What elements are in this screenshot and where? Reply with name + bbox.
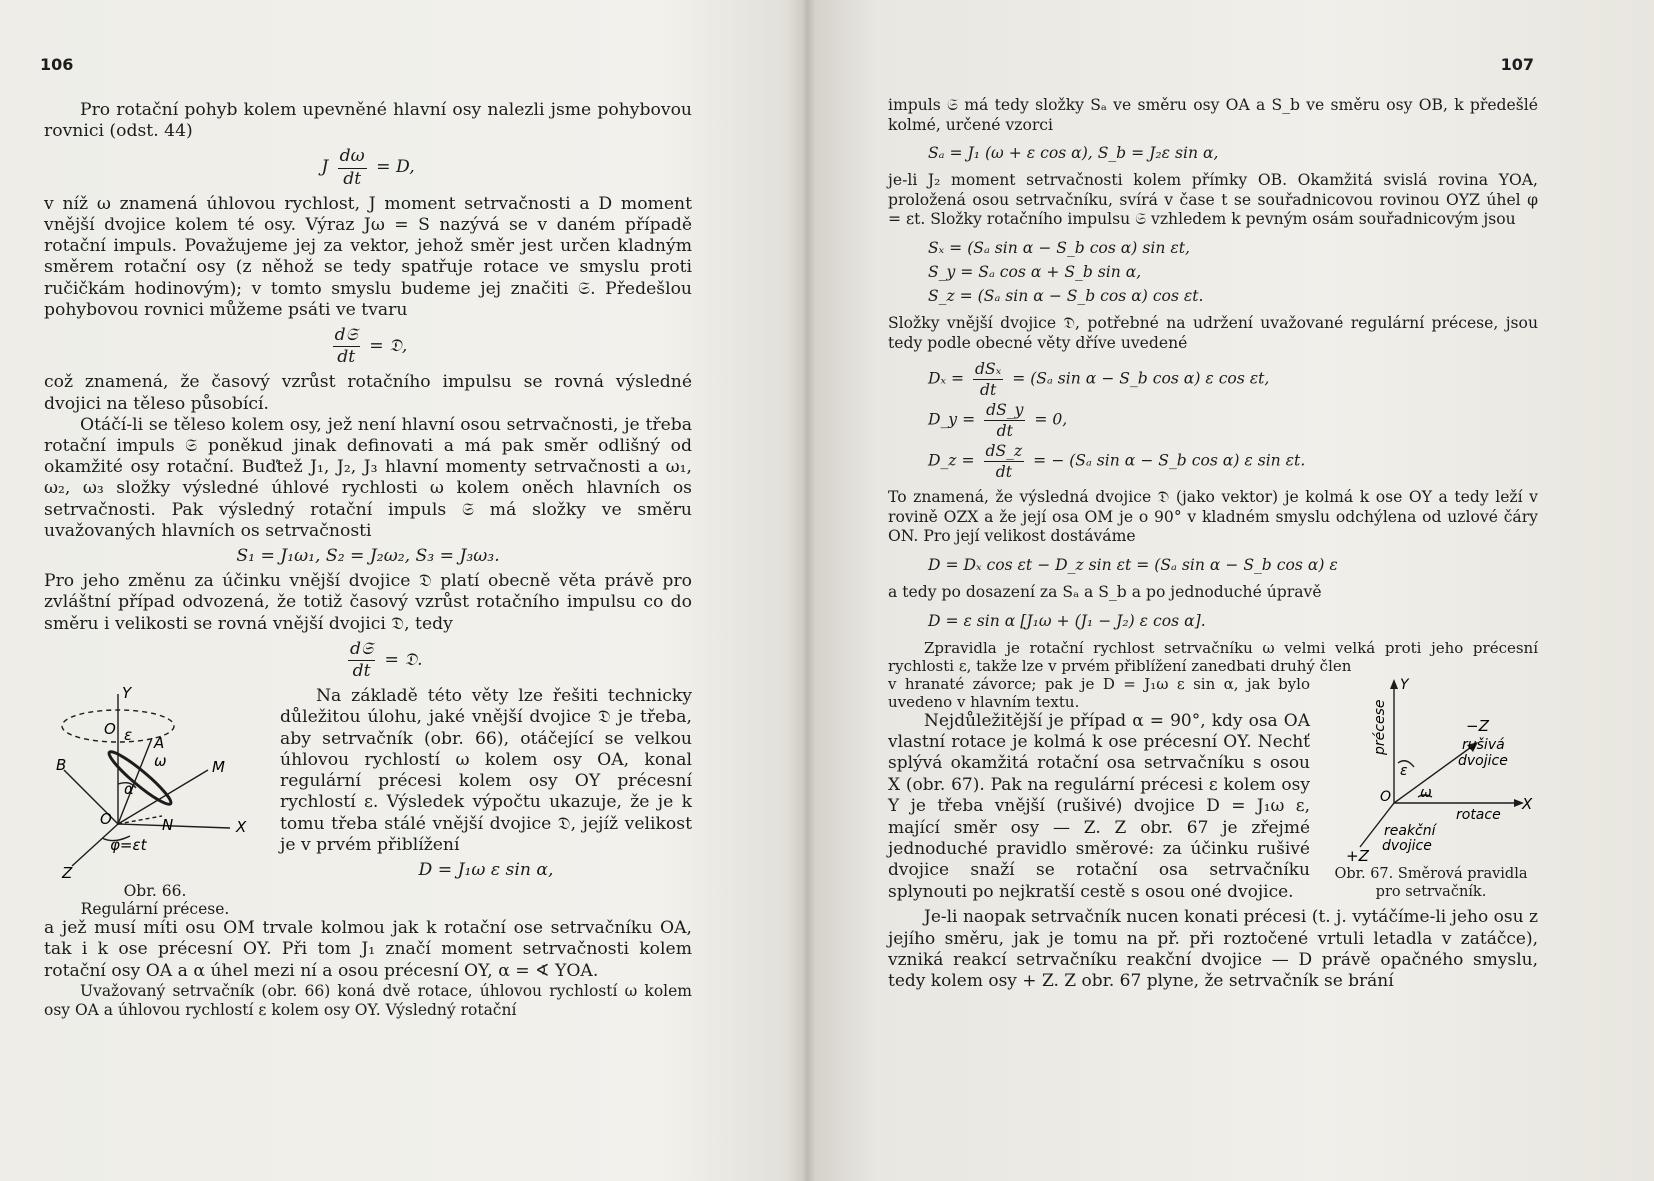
gyroscope-diagram: [44, 686, 266, 882]
rusiva-label: rušivá: [1462, 736, 1505, 753]
omega-label: ω: [154, 752, 167, 771]
paragraph: Uvažovaný setrvačník (obr. 66) koná dvě rotace, úhlovou rychlostí ω kolem osy OA a úhlovou rychlostí ε kolem osy OY. Výsledný rotační: [44, 981, 692, 1019]
axis-label-y: Y: [1400, 676, 1409, 693]
axis-label-y: Y: [122, 686, 132, 703]
eq-rhs: = − (Sₐ sin α − S_b cos α) ε sin εt.: [1033, 451, 1306, 470]
eq-rhs: = D,: [376, 157, 415, 178]
equation: D = ε sin α [J₁ω + (J₁ − J₂) ε cos α].: [928, 611, 1206, 630]
paragraph: a jež musí míti osu OM trvale kolmou jak k rotační ose setrvačníku OA, tak i k ose précesní OY. Při tom J₁ značí moment setrvačnosti kolem rotační osy OA a α úhel mezi ní a osou précesní OY, α = ∢ YOA.: [44, 918, 692, 981]
paragraph: v níž ω znamená úhlovou rychlost, J moment setrvačnosti a D moment vnější dvojice kolem té osy. Výraz Jω = S nazývá se v daném případě rotační impuls. Považujeme jej za vektor, jehož směr jest určen kladným směrem rotační osy (z něhož se tedy spatřuje rotace ve smyslu proti ručičkám hodinovým); v tomto smyslu budeme jej značiti 𝔖. Předešlou pohybovou rovnici můžeme psáti ve tvaru: [44, 193, 692, 320]
frac-den: dt: [343, 168, 362, 189]
fraction: [973, 359, 1003, 400]
phi-label: φ=εt: [110, 836, 147, 855]
omega-label: ω: [1420, 784, 1432, 801]
figure-67: [1324, 675, 1538, 901]
frac-den: dt: [996, 422, 1013, 441]
equation: Sₐ = J₁ (ω + ε cos α), S_b = J₂ε sin α,: [928, 144, 1219, 163]
equation-system: [928, 359, 1538, 482]
equation: [44, 146, 692, 189]
figure-caption: Obr. 66.: [123, 882, 187, 901]
eq-lhs: D_z =: [928, 451, 975, 470]
eq-rhs: = 𝔇.: [384, 650, 423, 671]
axis-label-b: B: [56, 756, 67, 775]
alpha-label: α: [124, 780, 134, 799]
paragraph: Je-li naopak setrvačník nucen konati précesi (t. j. vytáčíme-li jeho osu z jejího směru, jak je tomu na př. při roztočené vrtuli letadla v zatáčce), vzniká reakcí setrvačníku reakční dvojice — D právě opačného smyslu, tedy kolem osy + Z. Z obr. 67 plyne, že setrvačník se brání: [888, 907, 1538, 992]
fraction: [333, 325, 360, 368]
epsilon-label: ε: [1400, 762, 1408, 779]
equation: S₁ = J₁ω₁, S₂ = J₂ω₂, S₃ = J₃ω₃.: [236, 546, 500, 567]
paragraph: To znamená, že výsledná dvojice 𝔇 (jako vektor) je kolmá k ose OY a tedy leží v rovině OZX a že její osa OM je o 90° v kladném smyslu odchýlena od uzlové čáry ON. Pro její velikost dostáváme: [888, 488, 1538, 546]
eq-lhs: D_y =: [928, 410, 976, 429]
axis-label-m: M: [212, 758, 225, 777]
equation: [344, 639, 692, 682]
frac-num: d𝔖: [348, 639, 375, 661]
epsilon-label: ε: [124, 726, 133, 745]
eq-lhs: Dₓ =: [928, 369, 965, 388]
figure-caption: Regulární précese.: [80, 900, 230, 919]
point-label-o: O: [100, 810, 112, 829]
equation-line: [928, 441, 1538, 482]
eq-rhs: = 𝔇,: [369, 336, 408, 357]
axis-label-z: Z: [62, 864, 73, 883]
right-text-column: [888, 96, 1538, 993]
frac-den: dt: [352, 661, 371, 682]
frac-den: dt: [995, 463, 1012, 482]
paragraph: Pro jeho změnu za účinku vnější dvojice 𝔇 platí obecně věta právě pro zvláštní případ odvozená, že totiž časový vzrůst rotačního impulsu co do směru i velikosti se rovná vnější dvojici 𝔇, tedy: [44, 571, 692, 634]
figure-wrap: [888, 675, 1538, 904]
equation-line: Sₓ = (Sₐ sin α − S_b cos α) sin εt,: [928, 238, 1190, 257]
equation: D = Dₓ cos εt − D_z sin εt = (Sₐ sin α − S_b cos α) ε: [928, 555, 1338, 574]
dvojice2-label: dvojice: [1382, 837, 1432, 854]
paragraph: Pro rotační pohyb kolem upevněné hlavní osy nalezli jsme pohybovou rovnici (odst. 44): [44, 100, 692, 142]
paragraph: Zpravidla je rotační rychlost setrvačníku ω velmi velká proti jeho précesní rychlosti ε, takže lze v prvém přiblížení zanedbati druhý člen: [888, 638, 1538, 675]
page-number-right: 107: [1500, 55, 1534, 74]
paragraph: což znamená, že časový vzrůst rotačního impulsu se rovná výsledné dvojici na těleso působící.: [44, 372, 692, 414]
eq-rhs: = 0,: [1034, 410, 1068, 429]
paragraph: Nejdůležitější je případ α = 90°, kdy osa OA vlastní rotace je kolmá k ose précesní OY. Nechť splývá okamžitá rotační osa setrvačníku s osou X (obr. 67). Pak na regulární précesi ε kolem osy Y je třeba vnější (rušivé) dvojice D = J₁ω ε, mající směr osy — Z. Z obr. 67 je zřejmé jednoduché pravidlo směrové: za účinku rušivé dvojice snaží se rotační osa setrvačníku splynouti po nejkratší cestě s osou oné dvojice.: [888, 710, 1310, 902]
fraction: [984, 441, 1025, 482]
frac-num: dS_y: [986, 401, 1024, 420]
direction-rules-diagram: [1324, 675, 1538, 865]
wrap-text: [888, 675, 1310, 904]
fraction: [338, 146, 367, 189]
equation: [44, 325, 692, 368]
frac-num: dS_z: [985, 442, 1023, 461]
paragraph: Složky vnější dvojice 𝔇, potřebné na udržení uvažované regulární précese, jsou tedy podle obecné věty dříve uvedené: [888, 313, 1538, 352]
fraction: [984, 400, 1025, 441]
frac-den: dt: [980, 381, 997, 400]
wrap-text: [280, 686, 692, 885]
figure-wrap: [44, 686, 692, 918]
frac-num: dSₓ: [975, 360, 1002, 379]
equation-line: S_y = Sₐ cos α + S_b sin α,: [928, 262, 1142, 281]
rotace-label: rotace: [1456, 806, 1501, 823]
equation-line: S_z = (Sₐ sin α − S_b cos α) cos εt.: [928, 286, 1204, 305]
axis-label-plus-z: +Z: [1346, 846, 1369, 865]
axis-label-n: N: [162, 816, 174, 835]
axis-label-x: X: [236, 818, 247, 837]
left-text-column: [44, 100, 692, 1020]
page-number-left: 106: [40, 55, 74, 74]
paragraph: v hranaté závorce; pak je D = J₁ω ε sin α, jak bylo uvedeno v hlavním textu.: [888, 674, 1310, 711]
dvojice-label: dvojice: [1458, 752, 1508, 769]
equation-line: [928, 359, 1538, 400]
point-label-a: A: [154, 734, 165, 753]
paragraph: impuls 𝔖 má tedy složky Sₐ ve směru osy OA a S_b ve směru osy OB, k předešlé kolmé, určené vzorci: [888, 96, 1538, 134]
figure-caption: pro setrvačník.: [1375, 883, 1487, 900]
fraction: [348, 639, 375, 682]
reakcni-label: reakční: [1384, 822, 1436, 839]
right-page: [800, 0, 1654, 1181]
frac-den: dt: [337, 347, 356, 368]
figure-caption: Obr. 67. Směrová pravidla: [1334, 865, 1528, 882]
frac-num: dω: [338, 146, 367, 168]
equation-line: [928, 400, 1538, 441]
figure-66: [44, 686, 266, 918]
equation-system: [928, 236, 1538, 308]
paragraph: Na základě této věty lze řešiti technicky důležitou úlohu, jaké vnější dvojice 𝔇 je třeba, aby setrvačník (obr. 66), otáčející se velkou úhlovou rychlostí ω kolem osy OA, konal regulární précesi kolem osy OY précesní rychlostí ε. Výsledek výpočtu ukazuje, že je k tomu třeba stálé vnější dvojice 𝔇, jejíž velikost je v prvém přiblížení: [280, 686, 692, 855]
left-page: [0, 0, 790, 1181]
precese-label: précese: [1372, 699, 1388, 755]
axis-label-x: X: [1522, 794, 1533, 813]
axis-label-minus-z: −Z: [1466, 716, 1489, 735]
frac-num: d𝔖: [333, 325, 360, 347]
equation: D = J₁ω ε sin α,: [418, 859, 554, 880]
paragraph: Otáčí-li se těleso kolem osy, jež není hlavní osou setrvačnosti, je třeba rotační impuls 𝔖 poněkud jinak definovati a má pak směr odlišný od okamžité osy rotační. Buďtež J₁, J₂, J₃ hlavní momenty setrvačnosti a ω₁, ω₂, ω₃ složky výsledné úhlové rychlosti ω kolem oněch hlavních os setrvačnosti. Pak výsledný rotační impuls 𝔖 má složky ve směru uvažovaných hlavních os setrvačnosti: [44, 414, 692, 541]
paragraph: je-li J₂ moment setrvačnosti kolem přímky OB. Okamžitá svislá rovina YOA, proložená osou setrvačníku, svírá v čase t se souřadnicovou rovinou OYZ úhel φ = εt. Složky rotačního impulsu 𝔖 vzhledem k pevným osám souřadnicovým jsou: [888, 171, 1538, 229]
point-label-o-top: O: [104, 720, 116, 739]
eq-rhs: = (Sₐ sin α − S_b cos α) ε cos εt,: [1012, 369, 1270, 388]
eq-lhs: J: [321, 157, 329, 178]
origin-label: O: [1380, 788, 1392, 805]
paragraph: a tedy po dosazení za Sₐ a S_b a po jednoduché úpravě: [888, 582, 1322, 601]
